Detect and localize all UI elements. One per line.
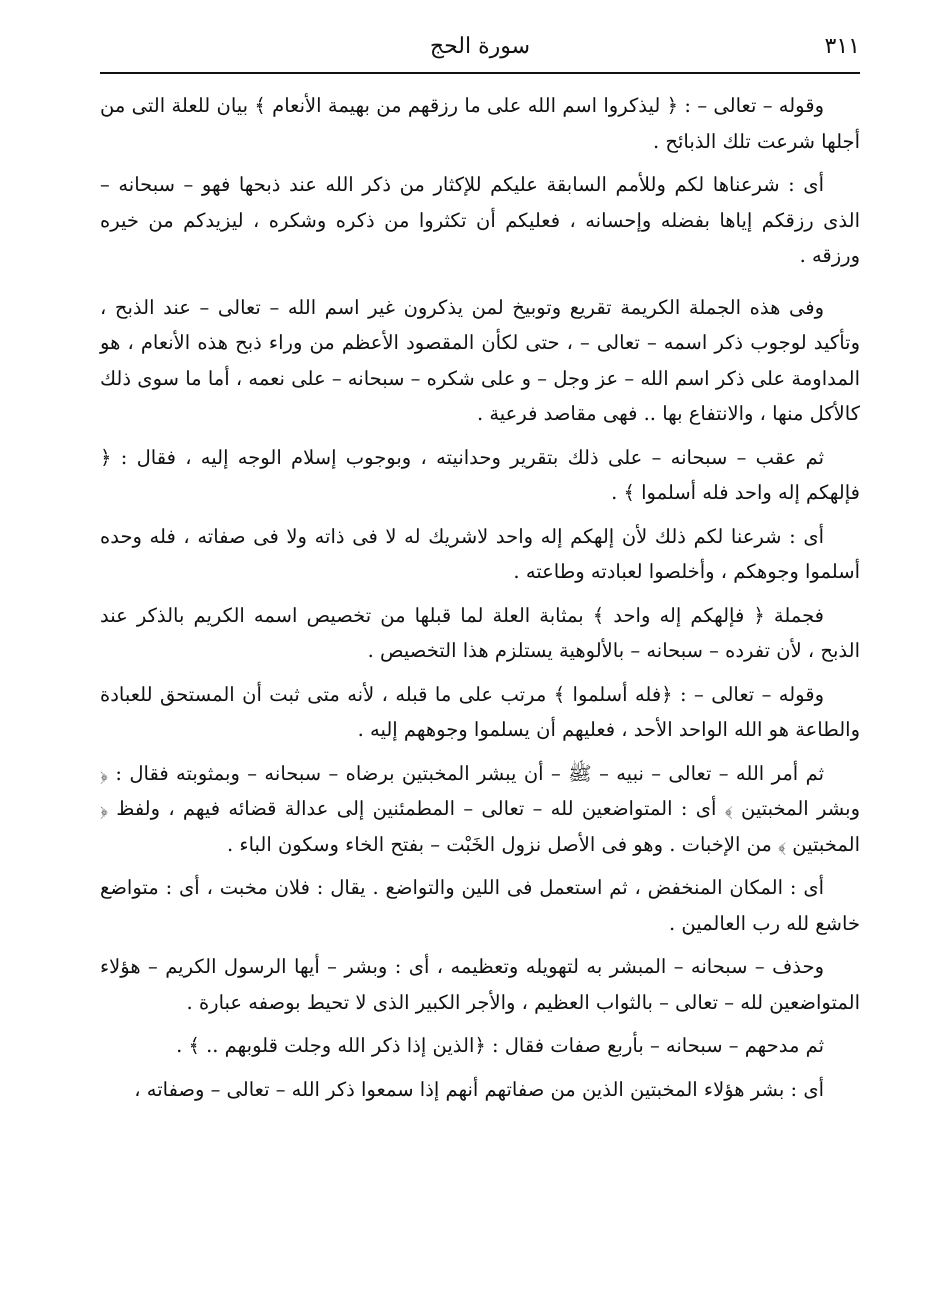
paragraph: أى : بشر هؤلاء المخبتين الذين من صفاتهم أنهم إذا سمعوا ذكر الله – تعالى – وصفاته ،	[134, 1077, 824, 1101]
page-number: ٣١١	[824, 34, 860, 59]
paragraph: أى : المكان المنخفض ، ثم استعمل فى اللين والتواضع . يقال : فلان مخبت ، أى : متواضع خاشع لله رب العالمين .	[100, 876, 860, 935]
paragraph: أى : شرعنا لكم ذلك لأن إلهكم إله واحد لاشريك له لا فى ذاته ولا فى صفاته ، فله وحده أسلموا وجوهكم ، وأخلصوا لعبادته وطاعته .	[100, 524, 860, 583]
header-divider	[100, 72, 860, 74]
paragraph: ثم عقب – سبحانه – على ذلك بتقرير وحدانيته ، وبوجوب إسلام الوجه إليه ، فقال : ﴿ فإلهكم إله واحد فله أسلموا ﴾ .	[100, 445, 860, 504]
page-body	[100, 88, 860, 1115]
book-page	[100, 30, 860, 1101]
paragraph: ثم أمر الله – تعالى – نبيه – ﷺ – أن يبشر المخبتين برضاه – سبحانه – وبمثوبته فقال : ﴿ وبشر المخبتين ﴾ أى : المتواضعين لله – تعالى – المطمئنين إلى عدالة قضائه فيهم ، ولفظ ﴿ المخبتين ﴾ من الإخبات . وهو فى الأصل نزول الخَبْت – بفتح الخاء وسكون الباء .	[100, 761, 860, 856]
surah-title: سورة الحج	[429, 34, 531, 59]
paragraph: وحذف – سبحانه – المبشر به لتهويله وتعظيمه ، أى : وبشر – أيها الرسول الكريم – هؤلاء المتواضعين لله – تعالى – بالثواب العظيم ، والأجر الكبير الذى لا تحيط بوصفه عبارة .	[100, 955, 860, 1014]
paragraph: وقوله – تعالى – : ﴿فله أسلموا ﴾ مرتب على ما قبله ، لأنه متى ثبت أن المستحق للعبادة والطاعة هو الله الواحد الأحد ، فعليهم أن يسلموا وجوههم إليه .	[100, 682, 860, 741]
paragraph: ثم مدحهم – سبحانه – بأربع صفات فقال : ﴿الذين إذا ذكر الله وجلت قلوبهم .. ﴾ .	[176, 1034, 824, 1057]
paragraph: وفى هذه الجملة الكريمة تقريع وتوبيخ لمن يذكرون غير اسم الله – تعالى – عند الذبح ، وتأكيد لوجوب ذكر اسمه – تعالى – ، حتى لكأن المقصود الأعظم من وراء ذبح هذه الأنعام ، هو المداومة على ذكر اسم الله – عز وجل – و على شكره – سبحانه – على نعمه ، أما ما سوى ذلك كالأكل منها ، والانتفاع بها .. فهى مقاصد فرعية .	[100, 295, 860, 425]
paragraph: فجملة ﴿ فإلهكم إله واحد ﴾ بمثابة العلة لما قبلها من تخصيص اسمه الكريم بالذكر عند الذبح ، لأن تفرده – سبحانه – بالألوهية يستلزم هذا التخصيص .	[100, 603, 860, 662]
paragraph: وقوله – تعالى – : ﴿ ليذكروا اسم الله على ما رزقهم من بهيمة الأنعام ﴾ بيان للعلة التى من أجلها شرعت تلك الذبائح .	[100, 94, 860, 153]
page-header	[100, 30, 860, 70]
paragraph: أى : شرعناها لكم وللأمم السابقة عليكم للإكثار من ذكر الله عند ذبحها فهو – سبحانه – الذى رزقكم إياها بفضله وإحسانه ، فعليكم أن تكثروا من ذكره وشكره ، ليزيدكم من خيره ورزقه .	[100, 173, 860, 267]
